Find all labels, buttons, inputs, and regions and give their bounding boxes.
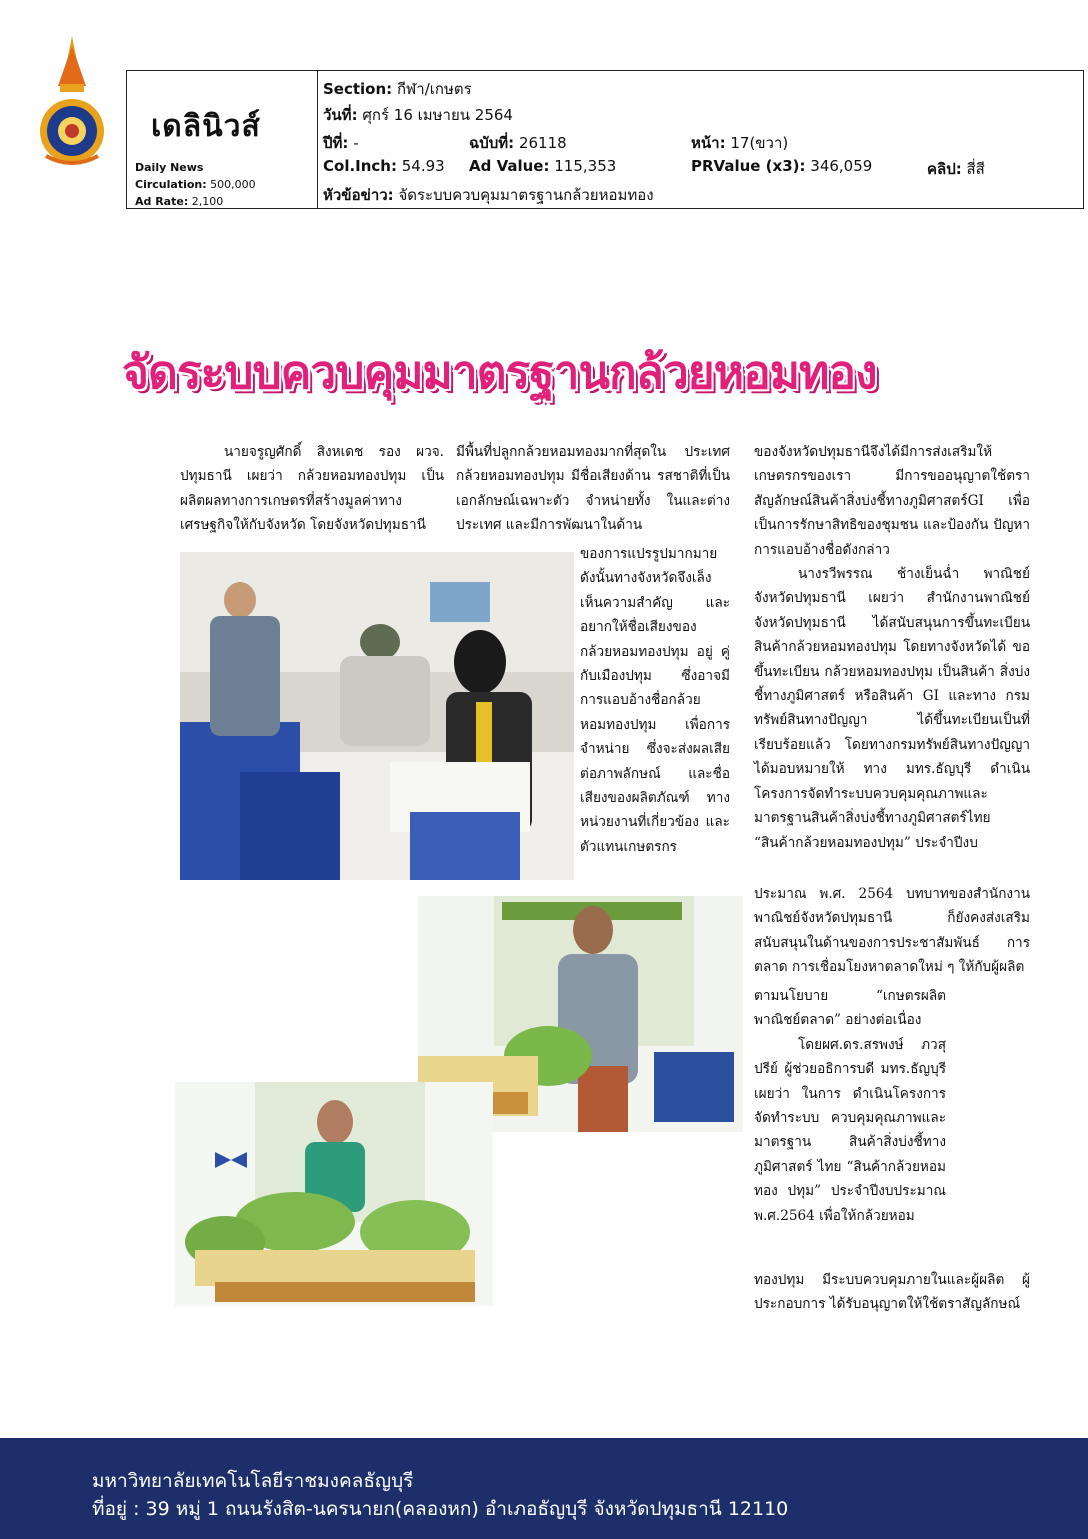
footer-university-name: มหาวิทยาลัยเทคโนโลยีราชมงคลธัญบุรี bbox=[92, 1470, 414, 1492]
publication-logo: เดลินิวส์ bbox=[151, 109, 261, 144]
paragraph: ของจังหวัดปทุมธานีจึงได้มีการส่งเสริมให้ เกษตรกรของเรา มีการขออนุญาตใช้ตรา สัญลักษณ์สินค้าสิ่งบ่งชี้ทางภูมิศาสตร์GI เพื่อ เป็นการรักษาสิทธิของชุมชน และป้องกัน ปัญหาการแอบอ้างชื่อดังกล่าว bbox=[754, 444, 1030, 558]
photo-registration-desk bbox=[180, 552, 574, 880]
university-emblem-logo bbox=[36, 36, 108, 168]
article-column-3-bottom bbox=[754, 1268, 1030, 1317]
headline-field: หัวข้อข่าว: จัดระบบควบคุมมาตรฐานกล้วยหอมทอง bbox=[323, 186, 654, 204]
page-field: หน้า: 17(ขวา) bbox=[691, 134, 789, 152]
advalue-field: Ad Value: 115,353 bbox=[469, 157, 617, 175]
prvalue-field: PRValue (x3): 346,059 bbox=[691, 157, 873, 175]
paragraph: ตามนโยบาย “เกษตรผลิต พาณิชย์ตลาด” อย่างต่อเนื่อง bbox=[754, 988, 946, 1029]
issue-field: ฉบับที่: 26118 bbox=[469, 134, 567, 152]
clip-field: คลิป: สี่สี bbox=[927, 160, 985, 178]
header-divider bbox=[317, 71, 318, 208]
paragraph: นางรวีพรรณ ช้างเย็นฉ่ำ พาณิชย์ จังหวัดปทุมธานี เผยว่า สำนักงานพาณิชย์ จังหวัดปทุมธานี ได้สนับสนุนการขึ้นทะเบียน สินค้ากล้วยหอมทองปทุม โดยทางจังหวัดได้ ขอขึ้นทะเบียน กล้วยหอมทองปทุม เป็นสินค้า สิ่งบ่งชี้ทางภูมิศาสตร์ หรือสินค้า GI และทาง กรมทรัพย์สินทางปัญญา ได้ขึ้นทะเบียนเป็นที่ เรียบร้อยแล้ว โดยทางกรมทรัพย์สินทางปัญญา ได้มอบหมายให้ ทาง มทร.ธัญบุรี ดำเนิน โครงการจัดทำระบบควบคุมคุณภาพและ มาตรฐานสินค้าสิ่งบ่งชี้ทางภูมิศาสตร์ไทย “สินค้ากล้วยหอมทองปทุม” ประจำปีงบ bbox=[754, 566, 1030, 851]
article-headline: จัดระบบควบคุมมาตรฐานกล้วยหอมทอง bbox=[122, 345, 877, 399]
circulation: Circulation: 500,000 bbox=[135, 178, 256, 191]
paragraph: ทองปทุม มีระบบควบคุมภายในและผู้ผลิต ผู้ ประกอบการ ได้รับอนุญาตให้ใช้ตราสัญลักษณ์ bbox=[754, 1272, 1030, 1313]
article-column-3-narrow bbox=[754, 984, 946, 1228]
paragraph: นายจรูญศักดิ์ สิงหเดช รอง ผวจ. ปทุมธานี เผยว่า กล้วยหอมทองปทุม เป็น ผลิตผลทางการเกษตรที่สร้างมูลค่าทาง เศรษฐกิจให้กับจังหวัด โดยจังหวัดปทุมธานี bbox=[180, 444, 444, 534]
footer-address: ที่อยู่ : 39 หมู่ 1 ถนนรังสิต-นครนายก(คลองหก) อำเภอธัญบุรี จังหวัดปทุมธานี 12110 bbox=[92, 1498, 789, 1520]
paragraph: มีพื้นที่ปลูกกล้วยหอมทองมากที่สุดใน ประเทศ กล้วยหอมทองปทุม มีชื่อเสียงด้าน รสชาติที่เป็นเอกลักษณ์เฉพาะตัว จำหน่ายทั้ง ในและต่างประเทศ และมีการพัฒนาในด้าน bbox=[456, 444, 730, 534]
footer-bar bbox=[0, 1438, 1088, 1539]
paragraph: ของการแปรรูปมากมาย ดังนั้นทางจังหวัดจึงเล็ง เห็นความสำคัญ และ อยากให้ชื่อเสียงของ กล้วยหอมทองปทุม อยู่ คู่กับเมืองปทุม ซึ่งอาจมี การแอบอ้างชื่อกล้วย หอมทองปทุม เพื่อการ จำหน่าย ซึ่งจะส่งผลเสีย ต่อภาพลักษณ์ และชื่อ เสียงของผลิตภัณฑ์ ทาง หน่วยงานที่เกี่ยวข้อง และตัวแทนเกษตรกร bbox=[580, 546, 730, 855]
article-column-2-side bbox=[580, 542, 730, 859]
section-field: Section: กีฬา/เกษตร bbox=[323, 80, 472, 98]
article-column-3-mid bbox=[754, 882, 1030, 980]
date-field: วันที่: ศุกร์ 16 เมษายน 2564 bbox=[323, 106, 513, 124]
article-column-1 bbox=[180, 440, 444, 538]
ad-rate: Ad Rate: 2,100 bbox=[135, 195, 224, 208]
clipping-info-box bbox=[126, 70, 1084, 209]
paragraph: ประมาณ พ.ศ. 2564 บทบาทของสำนักงาน พาณิชย์จังหวัดปทุมธานี ก็ยังคงส่งเสริม สนับสนุนในด้านของการประชาสัมพันธ์ การ ตลาด การเชื่อมโยงหาตลาดใหม่ ๆ ให้กับผู้ผลิต bbox=[754, 886, 1030, 976]
colinch-field: Col.Inch: 54.93 bbox=[323, 157, 445, 175]
paragraph: โดยผศ.ดร.สรพงษ์ ภวสุปรีย์ ผู้ช่วยอธิการบดี มทร.ธัญบุรี เผยว่า ในการ ดำเนินโครงการจัดทำระบบ ควบคุมคุณภาพและมาตรฐาน สินค้าสิ่งบ่งชี้ทางภูมิศาสตร์ ไทย “สินค้ากล้วยหอมทอง ปทุม” ประจำปีงบประมาณ พ.ศ.2564 เพื่อให้กล้วยหอม bbox=[754, 1036, 946, 1224]
publication-name: Daily News bbox=[135, 161, 204, 174]
article-column-2-top bbox=[456, 440, 730, 538]
article-column-3 bbox=[754, 440, 1030, 855]
year-field: ปีที่: - bbox=[323, 134, 359, 152]
photo-banana-display bbox=[175, 1082, 493, 1306]
